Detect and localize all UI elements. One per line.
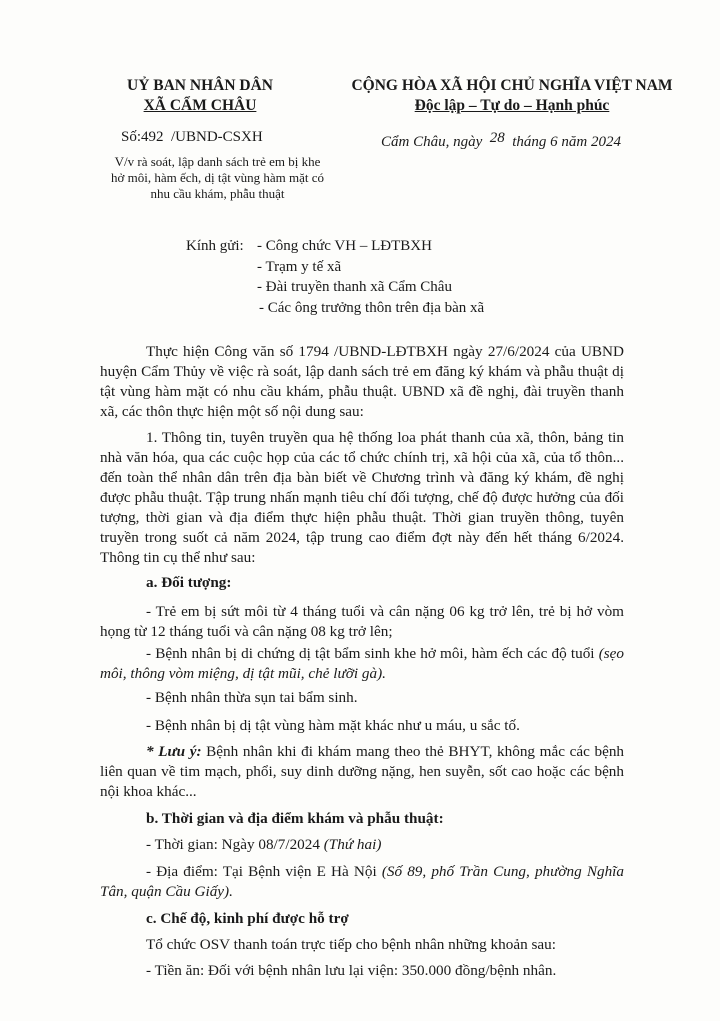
item-1-paragraph: 1. Thông tin, tuyên truyền qua hệ thống loa phát thanh của xã, thôn, bảng tin nhà văn hóa, qua các cuộc họp của các tổ chức chính trị, xã hội của xã, của tổ thôn... đến toàn thể nhân dân trên địa bàn biết về Chương trình và đăng ký khám, đề nghị được phẫu thuật. Tập trung nhấn mạnh tiêu chí đối tượng, chế độ được hưởng của đối tượng, thời gian và địa điểm thực hiện phẫu thuật. Thời gian truyền thông, tuyên truyền trong suốt cả năm 2024, tập trung cao điểm đợt này đến hết tháng 6/2024. Thông tin cụ thể như sau: [100,429,624,566]
recipient-item: - Các ông trưởng thôn trên địa bàn xã [259,299,485,316]
recipients-label: Kính gửi: [186,238,244,254]
subject-criteria-4: - Bệnh nhân bị dị tật vùng hàm mặt khác như u máu, u sắc tố. [146,717,520,734]
heading-c: c. Chế độ, kinh phí được hỗ trợ [146,910,349,927]
commune-name: XÃ CẨM CHÂU [143,97,257,114]
exam-location: - Địa điểm: Tại Bệnh viện E Hà Nội (Số 89, phố Trần Cung, phường Nghĩa Tân, quận Cầu Giấy). [100,863,624,900]
exam-time: - Thời gian: Ngày 08/7/2024 (Thứ hai) [146,836,382,853]
support-intro: Tổ chức OSV thanh toán trực tiếp cho bệnh nhân những khoản sau: [146,936,556,953]
recipient-item: - Trạm y tế xã [257,258,342,275]
issuing-agency [100,76,300,116]
recipient-item: - Đài truyền thanh xã Cẩm Châu [257,279,452,295]
subject-criteria-1: - Trẻ em bị sứt môi từ 4 tháng tuổi và cân nặng 06 kg trở lên, trẻ bị hở vòm họng từ 12 tháng tuổi và cân nặng 08 kg trở lên; [100,603,624,640]
document-subject: V/v rà soát, lập danh sách trẻ em bị khe hở môi, hàm ếch, dị tật vùng hàm mặt có nhu cầu khám, phẫu thuật [110,154,325,201]
national-header [322,76,702,116]
document-date: Cẩm Châu, ngày 28 tháng 6 năm 2024 [381,130,621,150]
support-meal-allowance: - Tiền ăn: Đối với bệnh nhân lưu lại viện: 350.000 đồng/bệnh nhân. [146,962,557,979]
agency-name: UỶ BAN NHÂN DÂN [127,77,273,94]
intro-paragraph: Thực hiện Công văn số 1794 /UBND-LĐTBXH ngày 27/6/2024 của UBND huyện Cẩm Thủy về việc rà soát, lập danh sách trẻ em đăng ký khám và phẫu thuật dị tật vùng hàm mặt có nhu cầu khám, phẫu thuật. UBND xã đề nghị, đài truyền thanh xã, các thôn thực hiện một số nội dung sau: [100,343,624,420]
subject-criteria-2: - Bệnh nhân bị di chứng dị tật bẩm sinh khe hở môi, hàm ếch các độ tuổi (sẹo môi, thông vòm miệng, dị tật mũi, chẻ lưỡi gà). [100,645,625,682]
heading-a: a. Đối tượng: [146,574,232,591]
subject-criteria-3: - Bệnh nhân thừa sụn tai bẩm sinh. [146,689,358,706]
heading-b: b. Thời gian và địa điểm khám và phẫu thuật: [146,810,444,827]
note-paragraph: * Lưu ý: Bệnh nhân khi đi khám mang theo thẻ BHYT, không mắc các bệnh liên quan về tim mạch, phổi, suy dinh dưỡng nặng, hen suyễn, sốt cao hoặc các bệnh nội khoa khác... [100,743,625,800]
nation-title: CỘNG HÒA XÃ HỘI CHỦ NGHĨA VIỆT NAM [351,77,673,94]
recipient-item: - Công chức VH – LĐTBXH [257,238,432,254]
recipients-list [257,236,484,318]
national-motto: Độc lập – Tự do – Hạnh phúc [414,97,610,114]
document-number: Số:492 /UBND-CSXH [121,129,263,145]
